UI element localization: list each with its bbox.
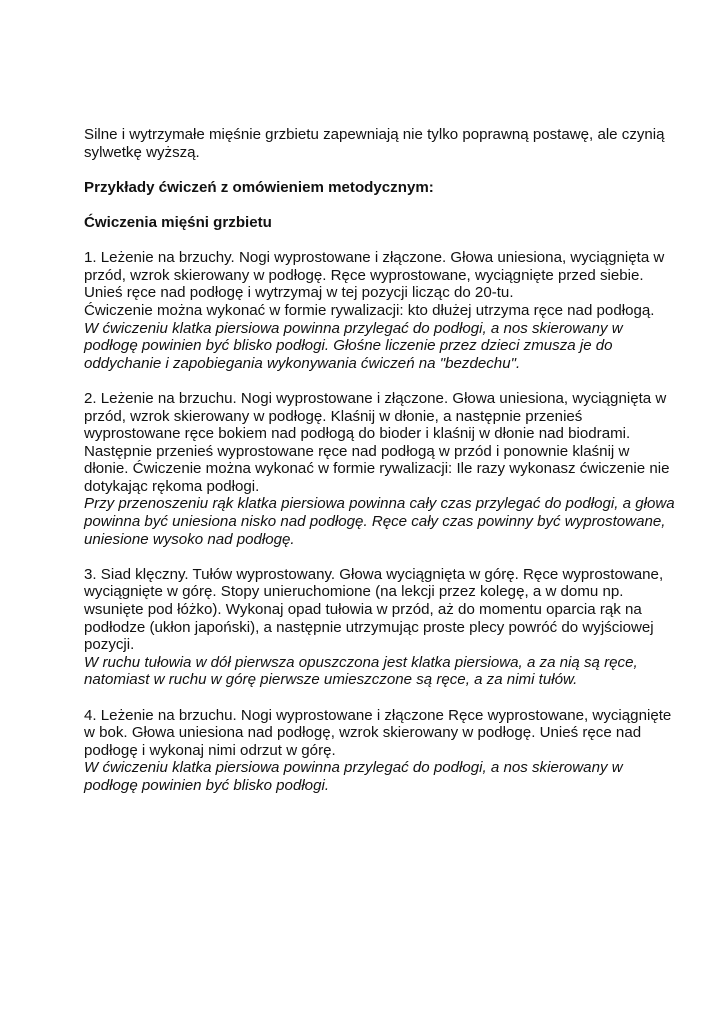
text-line: wyprostowane ręce bokiem nad podłogą do bioder i klaśnij w dłonie nad biodrami. <box>84 425 631 443</box>
text-line: podłodze (ukłon japoński), a następnie utrzymując proste plecy powróć do wyjściowej <box>84 618 654 636</box>
exercise-3 <box>84 566 684 689</box>
text-line: 4. Leżenie na brzuchu. Nogi wyprostowane i złączone Ręce wyprostowane, wyciągnięte <box>84 706 672 724</box>
intro-paragraph <box>84 126 684 161</box>
section-heading: Ćwiczenia mięśni grzbietu <box>84 213 272 231</box>
text-line: przód, wzrok skierowany w podłogę. Ręce wyprostowane, wyciągnięte przed siebie. <box>84 266 644 284</box>
note-line: podłogę powinien być blisko podłogi. <box>84 776 330 794</box>
note-line: powinna być uniesiona nisko nad podłogę. Ręce cały czas powinny być wyprostowane, <box>84 513 666 531</box>
text-line: wsunięte pod łóżko). Wykonaj opad tułowia w przód, aż do momentu oparcia rąk na <box>84 601 642 619</box>
exercise-1 <box>84 249 684 372</box>
text-line: 1. Leżenie na brzuchy. Nogi wyprostowane i złączone. Głowa uniesiona, wyciągnięta w <box>84 249 665 267</box>
note-line: W ćwiczeniu klatka piersiowa powinna przylegać do podłogi, a nos skierowany w <box>84 759 623 777</box>
note-line: uniesione wysoko nad podłogę. <box>84 530 295 548</box>
text-line: dłonie. Ćwiczenie można wykonać w formie rywalizacji: Ile razy wykonasz ćwiczenie nie <box>84 460 670 478</box>
text-line: 2. Leżenie na brzuchu. Nogi wyprostowane i złączone. Głowa uniesiona, wyciągnięta w <box>84 389 667 407</box>
text-line: wyciągnięte w górę. Stopy unieruchomione (na lekcji przez kolegę, a w domu np. <box>84 583 624 601</box>
document-page <box>84 126 684 795</box>
text-line: dotykając rękoma podłogi. <box>84 477 260 495</box>
text-line: Unieś ręce nad podłogę i wytrzymaj w tej pozycji licząc do 20-tu. <box>84 284 514 302</box>
exercise-2 <box>84 390 684 548</box>
note-line: Przy przenoszeniu rąk klatka piersiowa powinna cały czas przylegać do podłogi, a głowa <box>84 495 675 513</box>
text-line: pozycji. <box>84 636 135 654</box>
text-line: 3. Siad klęczny. Tułów wyprostowany. Głowa wyciągnięta w górę. Ręce wyprostowane, <box>84 565 664 583</box>
note-line: oddychanie i zapobiegania wykonywania ćwiczeń na "bezdechu". <box>84 354 521 372</box>
examples-heading: Przykłady ćwiczeń z omówieniem metodycznym: <box>84 178 434 196</box>
text-line: sylwetkę wyższą. <box>84 143 200 161</box>
text-line: Następnie przenieś wyprostowane ręce nad podłogą w przód i ponownie klaśnij w <box>84 442 630 460</box>
note-line: W ruchu tułowia w dół pierwsza opuszczona jest klatka piersiowa, a za nią są ręce, <box>84 653 638 671</box>
note-line: natomiast w ruchu w górę pierwsze umieszczone są ręce, a za nimi tułów. <box>84 671 578 689</box>
note-line: W ćwiczeniu klatka piersiowa powinna przylegać do podłogi, a nos skierowany w <box>84 319 623 337</box>
text-line: w bok. Głowa uniesiona nad podłogę, wzrok skierowany w podłogę. Unieś ręce nad <box>84 724 642 742</box>
text-line: Ćwiczenie można wykonać w formie rywalizacji: kto dłużej utrzyma ręce nad podłogą. <box>84 301 655 319</box>
text-line: przód, wzrok skierowany w podłogę. Klaśnij w dłonie, a następnie przenieś <box>84 407 583 425</box>
text-line: Silne i wytrzymałe mięśnie grzbietu zapewniają nie tylko poprawną postawę, ale czynią <box>84 126 665 143</box>
exercise-4 <box>84 707 684 795</box>
note-line: podłogę powinien być blisko podłogi. Głośne liczenie przez dzieci zmusza je do <box>84 337 613 355</box>
text-line: podłogę i wykonaj nimi odrzut w górę. <box>84 741 336 759</box>
